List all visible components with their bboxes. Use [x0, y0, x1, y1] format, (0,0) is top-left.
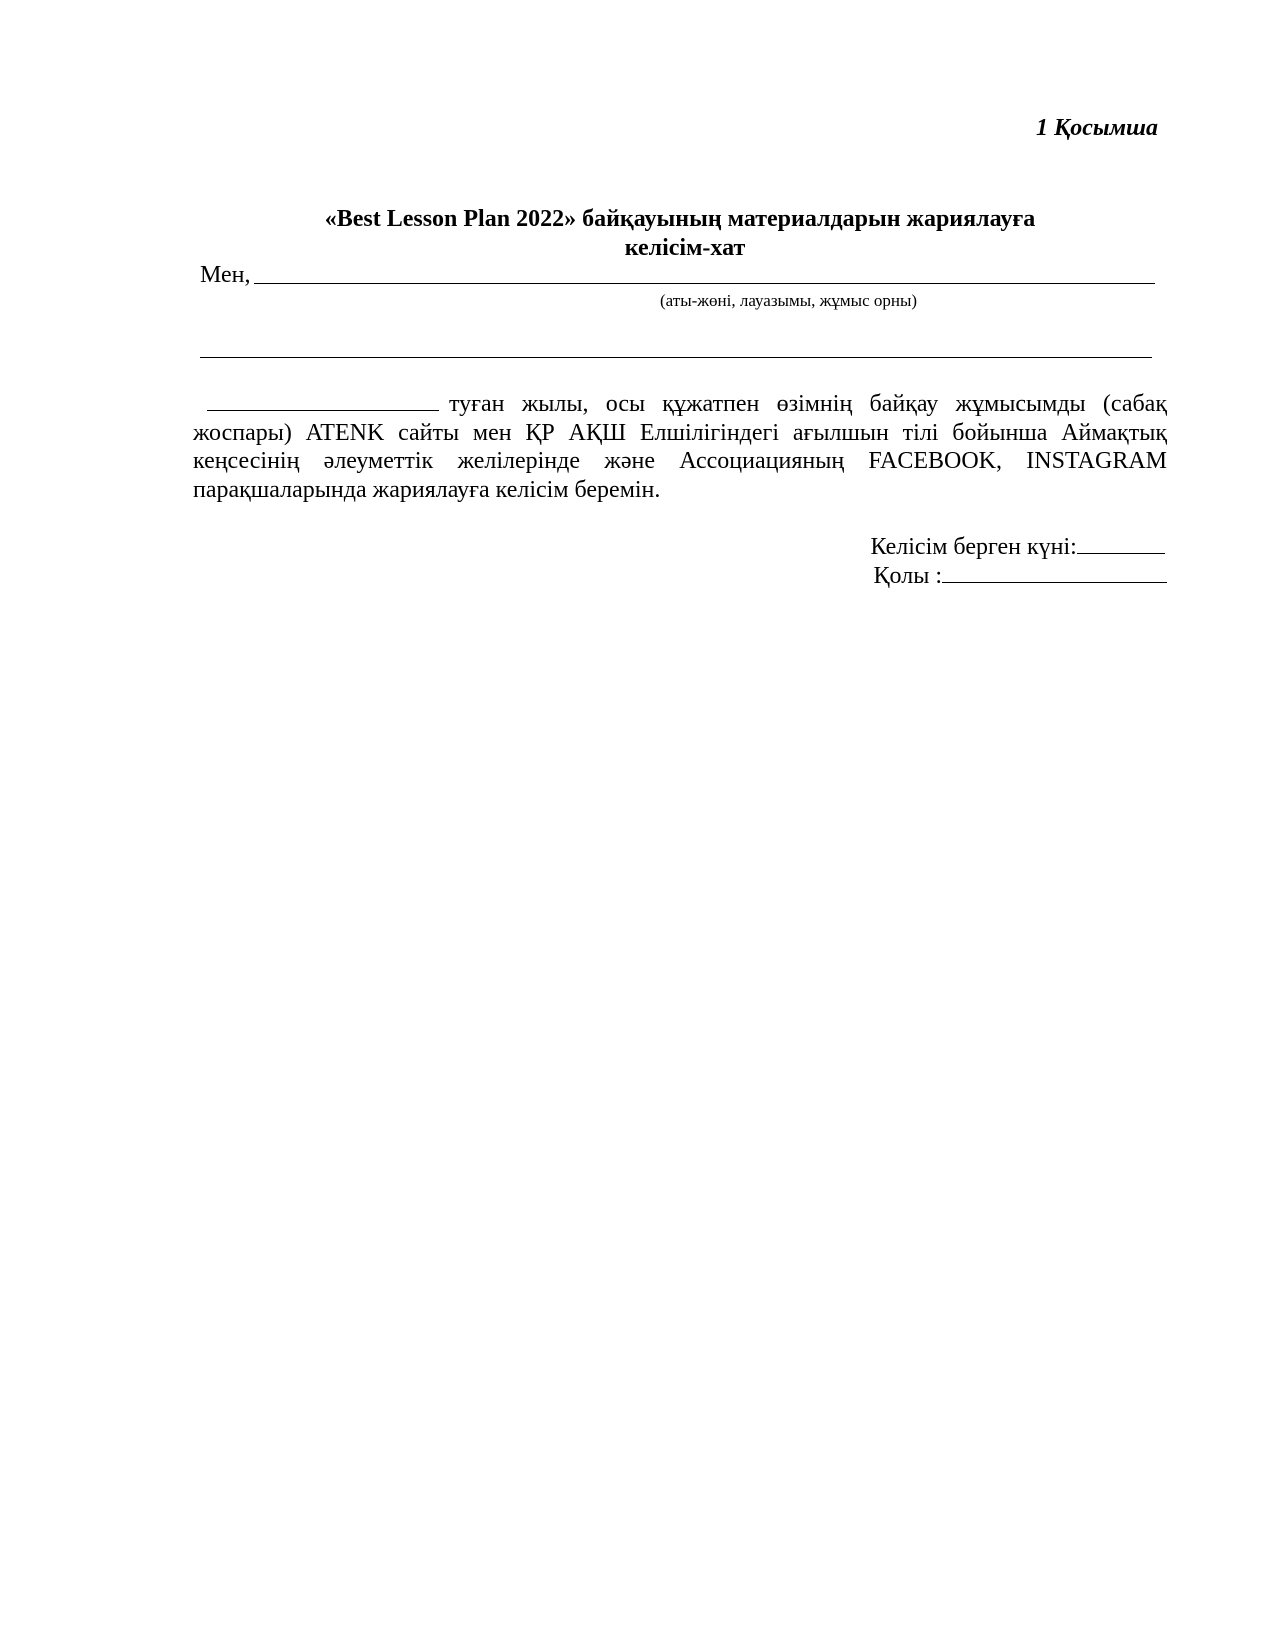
document-title [300, 205, 1060, 263]
signature-label: Қолы : [873, 563, 942, 589]
signoff-block [871, 533, 1167, 591]
name-field-row [200, 261, 1155, 289]
name-field-blank[interactable] [254, 283, 1155, 284]
consent-text: туған жылы, осы құжатпен өзімнің байқау жұмысымды (сабақ жоспары) ATENK сайты мен ҚР АҚШ Елшілігіндегі ағылшын тілі бойынша Аймақтық кеңсесінің әлеуметтік желілерінде және Ассоциацияның FACEBOOK, INSTAGRAM парақшаларында жариялауға келісім беремін. [193, 391, 1167, 503]
title-line-1: «Best Lesson Plan 2022» байқауының материалдарын жариялауға [324, 206, 1036, 232]
name-field-blank-second-line[interactable] [200, 357, 1152, 358]
consent-date-label: Келісім берген күні: [870, 534, 1077, 560]
name-field-label: Мен, [200, 262, 251, 288]
title-line-2: келісім-хат [624, 235, 746, 261]
birth-year-blank[interactable] [207, 390, 439, 411]
signature-row [871, 562, 1167, 591]
consent-date-blank[interactable] [1077, 533, 1165, 554]
signature-blank[interactable] [942, 562, 1167, 583]
consent-date-row [871, 533, 1167, 562]
consent-paragraph [193, 390, 1167, 504]
appendix-label: 1 Қосымша [1035, 115, 1158, 141]
name-field-hint: (аты-жөні, лауазымы, жұмыс орны) [660, 291, 918, 310]
